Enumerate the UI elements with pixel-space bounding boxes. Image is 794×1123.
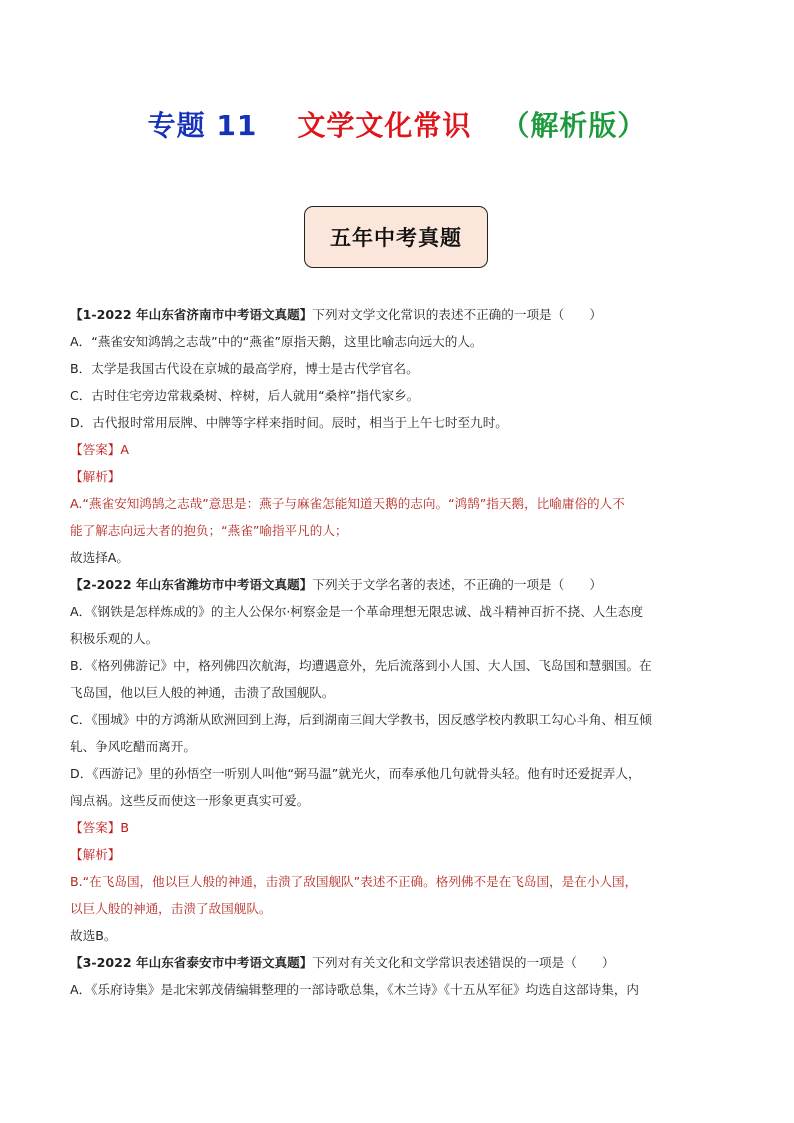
question-2-analysis-label: 【解析】 — [70, 847, 121, 862]
title-topic-name: 文学文化常识 — [297, 109, 472, 142]
question-2-option-line: 飞岛国，他以巨人般的神通，击溃了敌国舰队。 — [70, 685, 335, 700]
question-1-analysis-line: A.“燕雀安知鸿鹄之志哉”意思是：燕子与麻雀怎能知道天鹅的志向。“鸿鹄”指天鹅，比喻庸俗的人不 — [70, 496, 625, 511]
question-2-header — [70, 571, 725, 598]
question-1-source: 【1-2022 年山东省济南市中考语文真题】 — [70, 307, 313, 322]
question-1-analysis-line: 能了解志向远大者的抱负；“燕雀”喻指平凡的人； — [70, 523, 348, 538]
question-3-option-line: A．《乐府诗集》是北宋郭茂倩编辑整理的一部诗歌总集，《木兰诗》《十五从军征》均选自这部诗集，内 — [70, 982, 640, 997]
question-2-option-line: B．《格列佛游记》中，格列佛四次航海，均遭遇意外，先后流落到小人国、大人国、飞岛国和慧骃国。在 — [70, 658, 652, 673]
question-2-option-line: 积极乐观的人。 — [70, 631, 159, 646]
question-1-conclusion: 故选择A。 — [70, 550, 129, 565]
document-title — [0, 104, 794, 144]
section-badge: 五年中考真题 — [304, 206, 488, 268]
question-2-stem: 下列关于文学名著的表述，不正确的一项是（ ） — [312, 577, 602, 592]
question-2-option-line: C．《围城》中的方鸿渐从欧洲回到上海，后到湖南三闾大学教书，因反感学校内教职工勾心斗角、相互倾 — [70, 712, 652, 727]
question-2-analysis-line: B.“在飞岛国，他以巨人般的神通，击溃了敌国舰队”表述不正确。格列佛不是在飞岛国，是在小人国， — [70, 874, 638, 889]
question-2-option-line: 轧、争风吃醋而离开。 — [70, 739, 196, 754]
question-3-source: 【3-2022 年山东省泰安市中考语文真题】 — [70, 955, 313, 970]
question-3-header — [70, 949, 725, 976]
title-topic-number: 专题 11 — [147, 109, 258, 142]
question-1-analysis-label: 【解析】 — [70, 469, 121, 484]
title-version: （解析版） — [501, 109, 647, 142]
question-1-option-c: C．古时住宅旁边常栽桑树、梓树，后人就用“桑梓”指代家乡。 — [70, 388, 420, 403]
question-2-source: 【2-2022 年山东省潍坊市中考语文真题】 — [70, 577, 313, 592]
question-2-analysis-line: 以巨人般的神通，击溃了敌国舰队。 — [70, 901, 272, 916]
document-body — [70, 301, 725, 1003]
question-2-option-line: A．《钢铁是怎样炼成的》的主人公保尔·柯察金是一个革命理想无限忠诚、战斗精神百折不挠、人生态度 — [70, 604, 644, 619]
question-1-answer: 【答案】A — [70, 442, 129, 457]
question-1-header — [70, 301, 725, 328]
question-1-stem: 下列对文学文化常识的表述不正确的一项是（ ） — [312, 307, 602, 322]
question-2-option-line: D．《西游记》里的孙悟空一听别人叫他“弼马温”就光火，而奉承他几句就骨头轻。他有时还爱捉弄人， — [70, 766, 641, 781]
question-2-answer: 【答案】B — [70, 820, 130, 835]
question-1-option-a: A．“燕雀安知鸿鹄之志哉”中的“燕雀”原指天鹅，这里比喻志向远大的人。 — [70, 334, 483, 349]
question-2-option-line: 闯点祸。这些反而使这一形象更真实可爱。 — [70, 793, 310, 808]
question-1-option-b: B．太学是我国古代设在京城的最高学府，博士是古代学官名。 — [70, 361, 419, 376]
question-3-stem: 下列对有关文化和文学常识表述错误的一项是（ ） — [312, 955, 615, 970]
question-2-conclusion: 故选B。 — [70, 928, 117, 943]
question-1-option-d: D．古代报时常用辰牌、中牌等字样来指时间。辰时，相当于上午七时至九时。 — [70, 415, 508, 430]
